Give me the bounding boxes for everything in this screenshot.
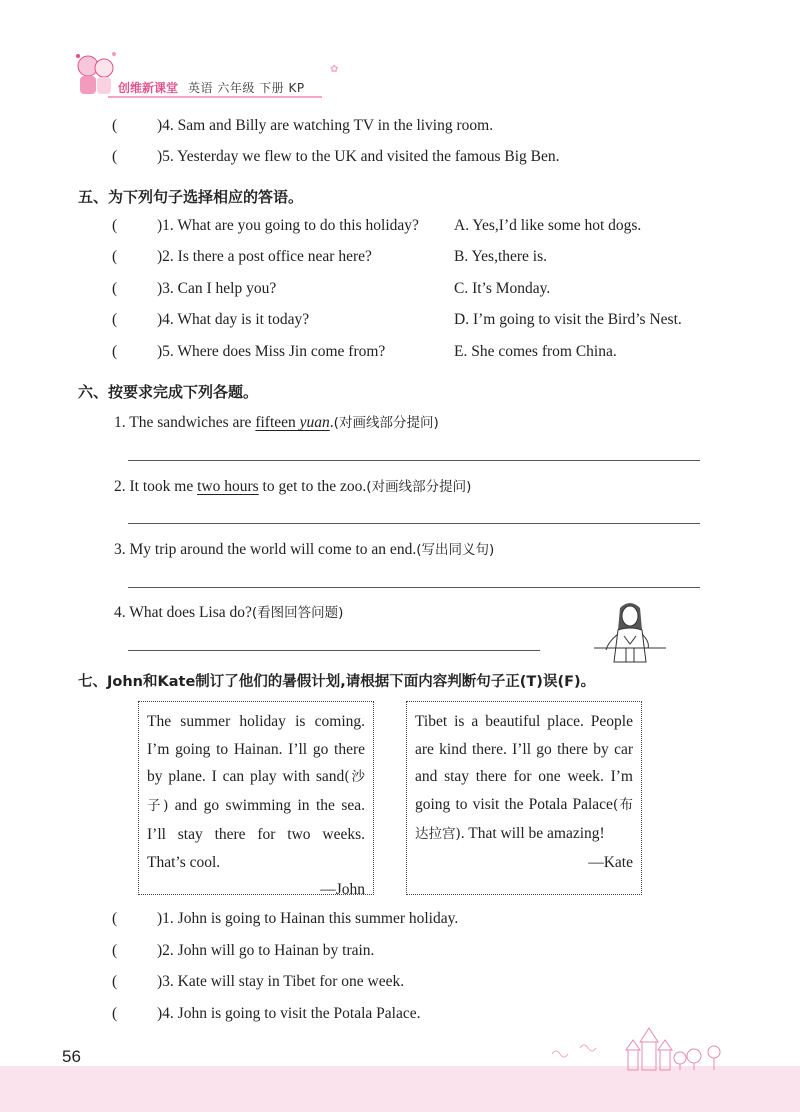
section-5-title: 五、为下列句子选择相应的答语。 (78, 188, 304, 206)
question-item: )5. Where does Miss Jin come from? (157, 343, 386, 360)
answer-option: C. It’s Monday. (454, 280, 551, 297)
answer-option: B. Yes,there is. (454, 248, 548, 265)
question-item: )3. Can I help you? (157, 280, 277, 297)
answer-line[interactable] (128, 650, 540, 651)
answer-blank[interactable]: ( (112, 942, 118, 959)
answer-blank[interactable]: ( (112, 217, 118, 234)
list-item: )1. John is going to Hainan this summer holiday. (157, 910, 459, 927)
john-plan-text: The summer holiday is coming. I’m going to Hainan. I’ll go there by plane. I can play with sand(沙子) and go swimming in the sea. I’ll stay there for two weeks. That’s cool. (147, 713, 365, 871)
kate-plan-text: Tibet is a beautiful place. People are kind there. I’ll go there by car and stay there for one week. I’m going to visit the Potala Palace(布达拉宫). That will be amazing! (415, 713, 633, 842)
section-6-title: 六、按要求完成下列各题。 (78, 383, 259, 401)
header-divider (108, 96, 322, 98)
subject-label: 英语 六年级 下册 KP (188, 81, 305, 95)
question-item: )1. What are you going to do this holiday? (157, 217, 419, 234)
answer-line[interactable] (128, 587, 700, 588)
list-item: )3. Kate will stay in Tibet for one week. (157, 973, 405, 990)
answer-blank[interactable]: ( (112, 910, 118, 927)
question-item: )4. What day is it today? (157, 311, 310, 328)
question-item: 1. The sandwiches are fifteen yuan.(对画线部分提问) (114, 414, 439, 431)
teacher-illustration (590, 600, 670, 670)
section-7-title: 七、John和Kate制订了他们的暑假计划,请根据下面内容判断句子正(T)误(F)。 (78, 674, 596, 690)
answer-blank[interactable]: ( (112, 311, 118, 328)
question-item: 2. It took me two hours to get to the zoo.(对画线部分提问) (114, 478, 472, 495)
answer-option: A. Yes,I’d like some hot dogs. (454, 217, 642, 234)
answer-line[interactable] (128, 523, 700, 524)
brand-title: 创维新课堂 (118, 81, 179, 95)
list-item: )5. Yesterday we flew to the UK and visited the famous Big Ben. (157, 148, 560, 165)
answer-blank[interactable]: ( (112, 343, 118, 360)
answer-line[interactable] (128, 460, 700, 461)
kate-signature: —Kate (588, 853, 633, 871)
page-number: 56 (62, 1047, 81, 1066)
answer-blank[interactable]: ( (112, 973, 118, 990)
answer-blank[interactable]: ( (112, 117, 118, 134)
list-item: )4. John is going to visit the Potala Palace. (157, 1005, 421, 1022)
kate-plan-box (406, 701, 642, 895)
answer-blank[interactable]: ( (112, 248, 118, 265)
answer-option: E. She comes from China. (454, 343, 617, 360)
answer-blank[interactable]: ( (112, 148, 118, 165)
question-item: 3. My trip around the world will come to an end.(写出同义句) (114, 541, 495, 558)
answer-blank[interactable]: ( (112, 280, 118, 297)
john-plan-box (138, 701, 374, 899)
castle-illustration (540, 1020, 800, 1080)
answer-blank[interactable]: ( (112, 1005, 118, 1022)
list-item: )4. Sam and Billy are watching TV in the living room. (157, 117, 494, 134)
header-logo (70, 48, 120, 100)
question-item: )2. Is there a post office near here? (157, 248, 372, 265)
question-item: 4. What does Lisa do?(看图回答问题) (114, 604, 344, 621)
john-signature: —John (320, 881, 365, 899)
list-item: )2. John will go to Hainan by train. (157, 942, 375, 959)
header-star-icon: ✿ (330, 64, 339, 75)
answer-option: D. I’m going to visit the Bird’s Nest. (454, 311, 682, 328)
